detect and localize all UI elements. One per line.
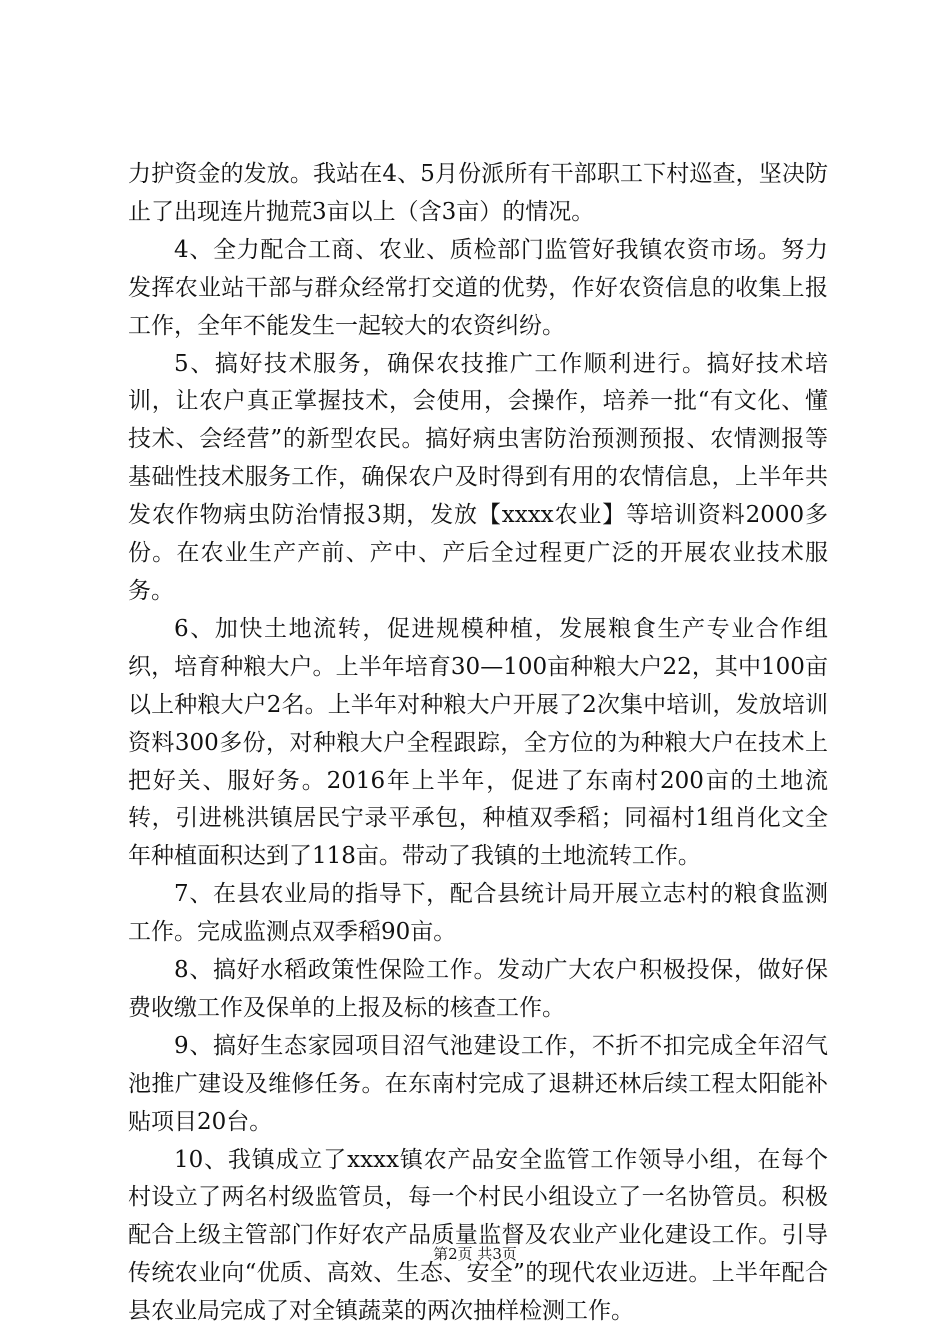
paragraph-item-7: 7、在县农业局的指导下，配合县统计局开展立志村的粮食监测工作。完成监测点双季稻90亩。 xyxy=(128,881,828,946)
document-body xyxy=(128,156,828,1331)
paragraph-item-5: 5、搞好技术服务，确保农技推广工作顺利进行。搞好技术培训，让农户真正掌握技术，会使用，会操作，培养一批“有文化、懂技术、会经营”的新型农民。搞好病虫害防治预测预报、农情测报等基础性技术服务工作，确保农户及时得到有用的农情信息，上半年共发农作物病虫防治情报3期，发放【xxxx农业】等培训资料2000多份。在农业生产产前、产中、产后全过程更广泛的开展农业技术服务。 xyxy=(128,350,828,604)
paragraph-item-9: 9、搞好生态家园项目沼气池建设工作，不折不扣完成全年沼气池推广建设及维修任务。在东南村完成了退耕还林后续工程太阳能补贴项目20台。 xyxy=(128,1032,828,1135)
paragraph-item-8: 8、搞好水稻政策性保险工作。发动广大农户积极投保，做好保费收缴工作及保单的上报及标的核查工作。 xyxy=(128,957,828,1021)
paragraph-item-10: 10、我镇成立了xxxx镇农产品安全监管工作领导小组，在每个村设立了两名村级监管员，每一个村民小组设立了一名协管员。积极配合上级主管部门作好农产品质量监督及农业产业化建设工作。引导传统农业向“优质、高效、生态、安全”的现代农业迈进。上半年配合县农业局完成了对全镇蔬菜的两次抽样检测工作。 xyxy=(128,1146,828,1325)
page-number-footer: 第2页 共3页 xyxy=(433,1245,517,1263)
paragraph-item-6: 6、加快土地流转，促进规模种植，发展粮食生产专业合作组织，培育种粮大户。上半年培育30—100亩种粮大户22，其中100亩以上种粮大户2名。上半年对种粮大户开展了2次集中培训，发放培训资料300多份，对种粮大户全程跟踪，全方位的为种粮大户在技术上把好关、服好务。2016年上半年，促进了东南村200亩的土地流转，引进桃洪镇居民宁录平承包，种植双季稻；同福村1组肖化文全年种植面积达到了118亩。带动了我镇的土地流转工作。 xyxy=(128,615,828,870)
paragraph-continuation: 力护资金的发放。我站在4、5月份派所有干部职工下村巡查，坚决防止了出现连片抛荒3亩以上（含3亩）的情况。 xyxy=(128,161,828,225)
paragraph-item-4: 4、全力配合工商、农业、质检部门监管好我镇农资市场。努力发挥农业站干部与群众经常打交道的优势，作好农资信息的收集上报工作，全年不能发生一起较大的农资纠纷。 xyxy=(128,236,828,339)
